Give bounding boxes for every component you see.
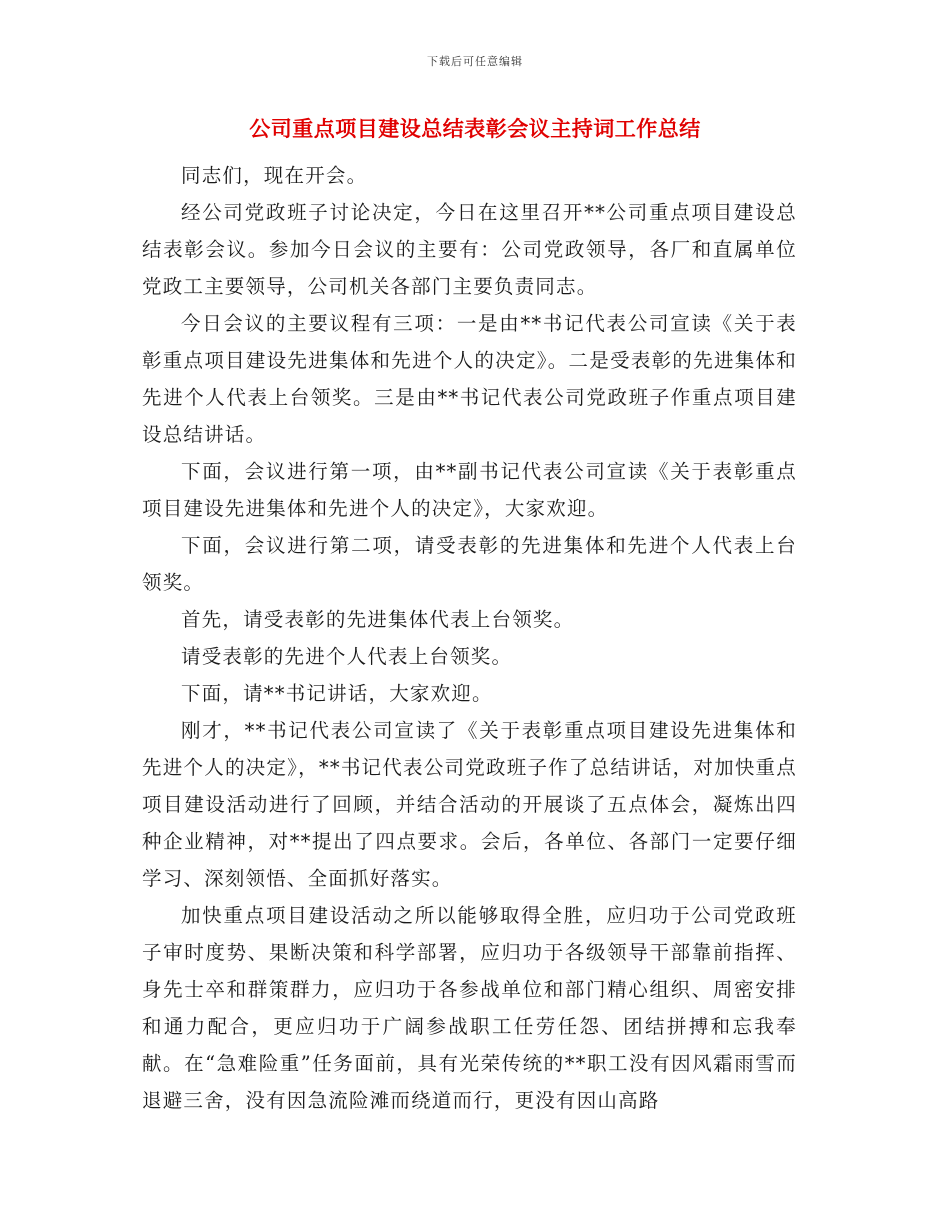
paragraph: 今日会议的主要议程有三项：一是由**书记代表公司宣读《关于表彰重点项目建设先进集体和先进个人的决定》。二是受表彰的先进集体和先进个人代表上台领奖。三是由**书记代表公司党政班子作重点项目建设总结讲话。 [142,312,797,446]
paragraph: 下面，请**书记讲话，大家欢迎。 [181,682,493,705]
paragraph: 同志们，现在开会。 [181,164,368,187]
paragraph: 首先，请受表彰的先进集体代表上台领奖。 [181,608,575,631]
header-note: 下载后可任意编辑 [427,55,523,68]
document-title: 公司重点项目建设总结表彰会议主持词工作总结 [249,116,701,141]
paragraph: 下面，会议进行第二项，请受表彰的先进集体和先进个人代表上台领奖。 [142,534,797,594]
paragraph: 加快重点项目建设活动之所以能够取得全胜，应归功于公司党政班子审时度势、果断决策和科学部署，应归功于各级领导干部靠前指挥、身先士卒和群策群力，应归功于各参战单位和部门精心组织、周密安排和通力配合，更应归功于广阔参战职工任劳任怨、团结拼搏和忘我奉献。在“急难险重”任务面前，具有光荣传统的**职工没有因风霜雨雪而退避三舍，没有因急流险滩而绕道而行，更没有因山高路 [142,904,797,1112]
paragraph: 请受表彰的先进个人代表上台领奖。 [181,645,513,668]
paragraph: 下面，会议进行第一项，由**副书记代表公司宣读《关于表彰重点项目建设先进集体和先进个人的决定》，大家欢迎。 [142,460,797,520]
document-body [142,157,797,1119]
paragraph: 刚才，**书记代表公司宣读了《关于表彰重点项目建设先进集体和先进个人的决定》，**书记代表公司党政班子作了总结讲话，对加快重点项目建设活动进行了回顾，并结合活动的开展谈了五点体会，凝炼出四种企业精神，对**提出了四点要求。会后，各单位、各部门一定要仔细学习、深刻领悟、全面抓好落实。 [142,719,797,890]
paragraph: 经公司党政班子讨论决定，今日在这里召开**公司重点项目建设总结表彰会议。参加今日会议的主要有：公司党政领导，各厂和直属单位党政工主要领导，公司机关各部门主要负责同志。 [142,201,797,298]
